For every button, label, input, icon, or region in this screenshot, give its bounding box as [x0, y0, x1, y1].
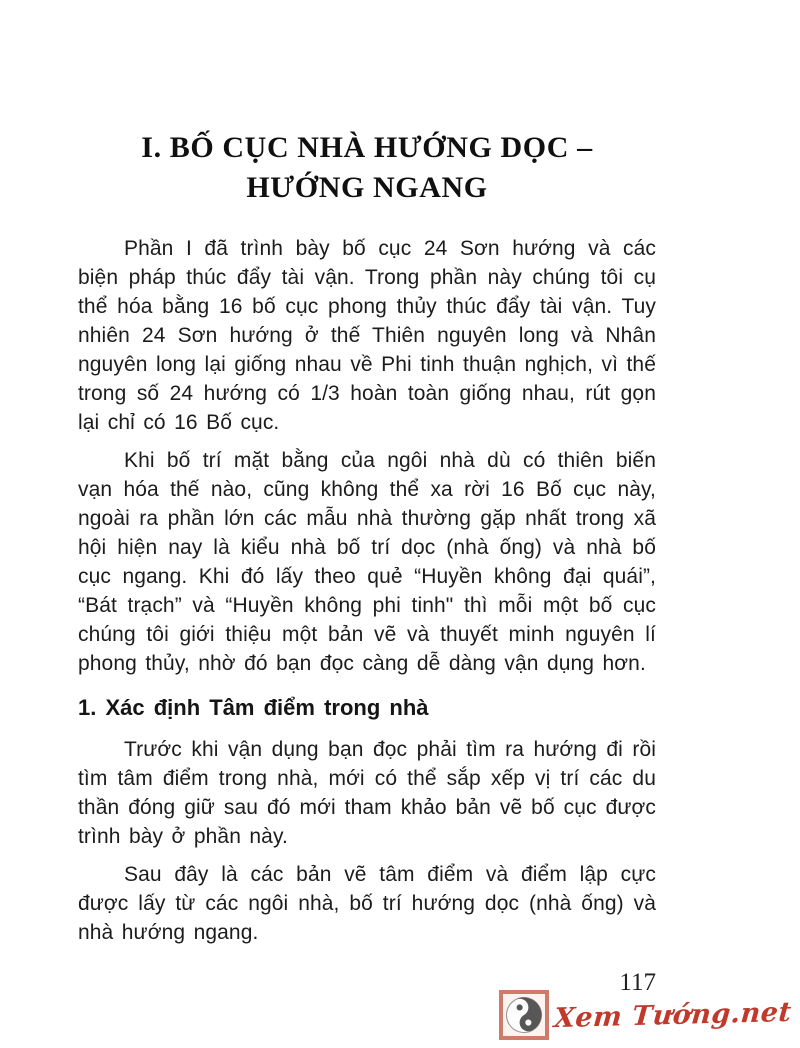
- paragraph-3: Trước khi vận dụng bạn đọc phải tìm ra hướng đi rồi tìm tâm điểm trong nhà, mới có thể sắp xếp vị trí các du thần đóng giữ sau đó mới tham khảo bản vẽ bố cục được trình bày ở phần này.: [78, 738, 656, 848]
- paragraph-1: Phần I đã trình bày bố cục 24 Sơn hướng và các biện pháp thúc đẩy tài vận. Trong phần này chúng tôi cụ thể hóa bằng 16 bố cục phong thủy thúc đẩy tài vận. Tuy nhiên 24 Sơn hướng ở thế Thiên nguyên long và Nhân nguyên long lại giống nhau về Phi tinh thuận nghịch, vì thế trong số 24 hướng có 1/3 hoàn toàn giống nhau, rút gọn lại chỉ có 16 Bố cục.: [78, 237, 656, 434]
- text-column: [78, 0, 656, 997]
- paragraph-2: Khi bố trí mặt bằng của ngôi nhà dù có thiên biến vạn hóa thế nào, cũng không thể xa rời 16 Bố cục này, ngoài ra phần lớn các mẫu nhà thường gặp nhất trong xã hội hiện nay là kiểu nhà bố trí dọc (nhà ống) và nhà bố cục ngang. Khi đó lấy theo quẻ “Huyền không đại quái”, “Bát trạch” và “Huyền không phi tinh" thì mỗi một bố cục chúng tôi giới thiệu một bản vẽ và thuyết minh nguyên lí phong thủy, nhờ đó bạn đọc càng dễ dàng vận dụng hơn.: [78, 449, 656, 675]
- chapter-title: [78, 128, 656, 208]
- paragraph-4: Sau đây là các bản vẽ tâm điểm và điểm lập cực được lấy từ các ngôi nhà, bố trí hướng dọc (nhà ống) và nhà hướng ngang.: [78, 863, 656, 944]
- site-watermark: [499, 990, 792, 1040]
- page-number: 117: [619, 969, 656, 996]
- chapter-title-line2: HƯỚNG NGANG: [246, 171, 488, 204]
- yin-yang-icon: [499, 990, 549, 1040]
- section-heading: 1. Xác định Tâm điểm trong nhà: [78, 695, 429, 720]
- chapter-title-line1: I. BỐ CỤC NHÀ HƯỚNG DỌC –: [141, 131, 593, 164]
- watermark-site-name: Xem Tướng.net: [553, 996, 794, 1034]
